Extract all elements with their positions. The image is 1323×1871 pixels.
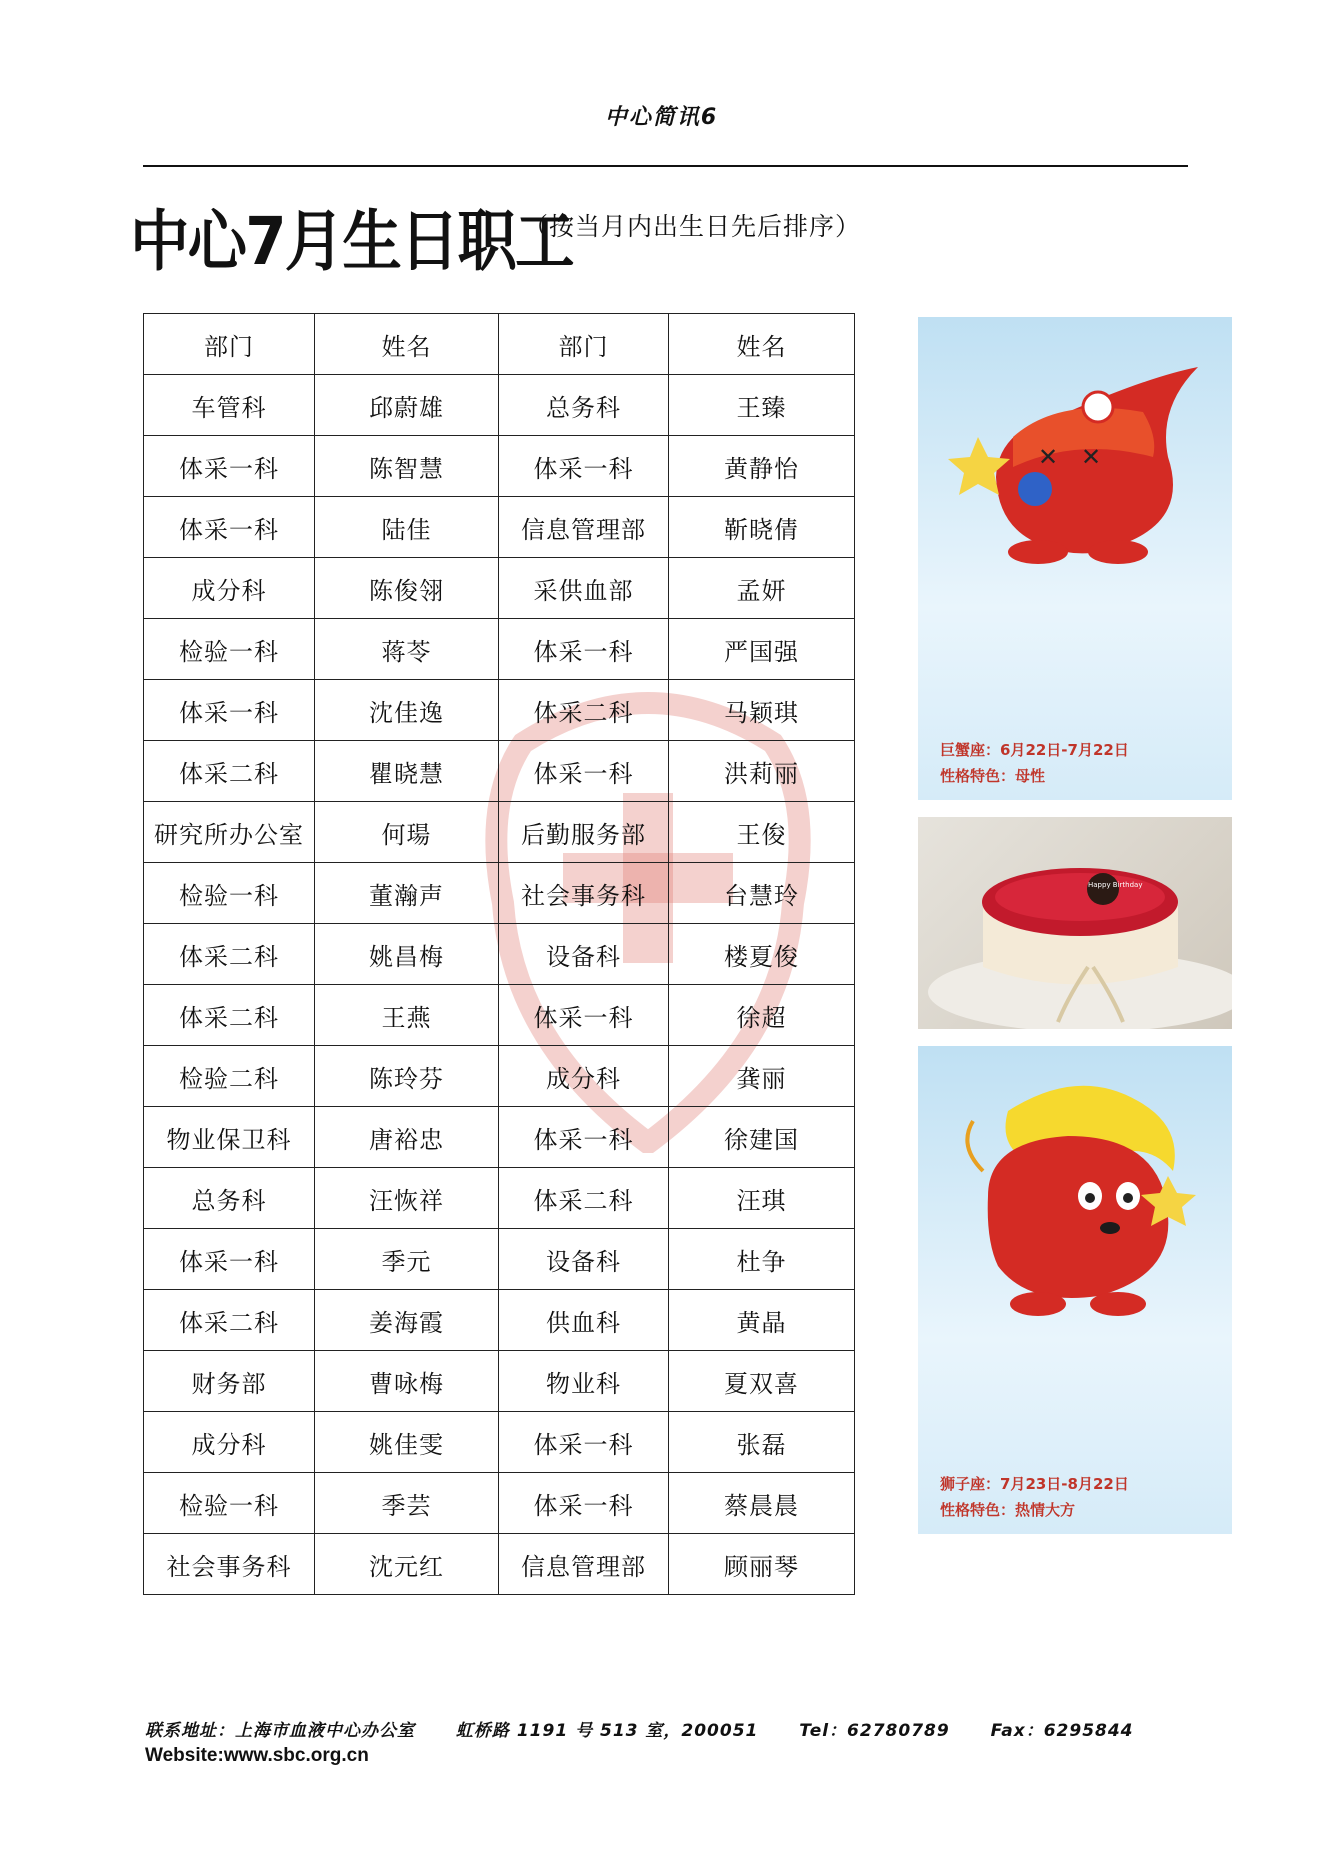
department-cell: 体采二科 [144, 741, 315, 802]
page-subtitle: （按当月内出生日先后排序） [523, 212, 862, 241]
department-cell: 总务科 [144, 1168, 315, 1229]
department-cell: 体采二科 [144, 1290, 315, 1351]
name-cell: 邱蔚雄 [315, 375, 499, 436]
name-cell: 姚昌梅 [315, 924, 499, 985]
name-cell: 台慧玲 [669, 863, 855, 924]
name-cell: 徐超 [669, 985, 855, 1046]
department-cell: 信息管理部 [499, 1534, 669, 1595]
department-cell: 体采一科 [144, 436, 315, 497]
department-cell: 检验一科 [144, 863, 315, 924]
cancer-trait: 性格特色：母性 [940, 767, 1046, 785]
department-cell: 社会事务科 [499, 863, 669, 924]
name-cell: 瞿晓慧 [315, 741, 499, 802]
name-cell: 陈俊翎 [315, 558, 499, 619]
svg-text:✕: ✕ [1081, 443, 1102, 471]
name-cell: 孟妍 [669, 558, 855, 619]
table-row [144, 1412, 855, 1473]
department-cell: 车管科 [144, 375, 315, 436]
name-cell: 陈智慧 [315, 436, 499, 497]
leo-mascot-icon [918, 1046, 1232, 1534]
department-cell: 体采二科 [144, 985, 315, 1046]
footer-fax: Fax：6295844 [990, 1721, 1134, 1741]
name-cell: 楼夏俊 [669, 924, 855, 985]
department-cell: 体采一科 [499, 1412, 669, 1473]
name-cell: 汪琪 [669, 1168, 855, 1229]
table-row [144, 619, 855, 680]
name-cell: 董瀚声 [315, 863, 499, 924]
department-cell: 物业科 [499, 1351, 669, 1412]
name-cell: 杜争 [669, 1229, 855, 1290]
table-row [144, 1107, 855, 1168]
table-row [144, 802, 855, 863]
name-cell: 汪恢祥 [315, 1168, 499, 1229]
name-cell: 龚丽 [669, 1046, 855, 1107]
name-cell: 黄晶 [669, 1290, 855, 1351]
column-header: 姓名 [315, 314, 499, 375]
cake-message: Happy Birthday [1088, 881, 1143, 889]
name-cell: 姜海霞 [315, 1290, 499, 1351]
name-cell: 徐建国 [669, 1107, 855, 1168]
department-cell: 成分科 [144, 558, 315, 619]
department-cell: 体采二科 [499, 680, 669, 741]
department-cell: 研究所办公室 [144, 802, 315, 863]
leo-zodiac-card [918, 1046, 1232, 1534]
cancer-zodiac-card [918, 317, 1232, 800]
table-row [144, 436, 855, 497]
table-row [144, 863, 855, 924]
footer-address: 联系地址：上海市血液中心办公室 [145, 1721, 415, 1741]
name-cell: 马颖琪 [669, 680, 855, 741]
department-cell: 体采一科 [499, 741, 669, 802]
name-cell: 沈元红 [315, 1534, 499, 1595]
cancer-date-range: 巨蟹座：6月22日-7月22日 [940, 741, 1129, 759]
table-row [144, 1229, 855, 1290]
name-cell: 王燕 [315, 985, 499, 1046]
name-cell: 陈玲芬 [315, 1046, 499, 1107]
department-cell: 社会事务科 [144, 1534, 315, 1595]
department-cell: 体采二科 [499, 1168, 669, 1229]
department-cell: 供血科 [499, 1290, 669, 1351]
department-cell: 体采一科 [144, 497, 315, 558]
table-header-row [144, 314, 855, 375]
department-cell: 成分科 [144, 1412, 315, 1473]
department-cell: 体采二科 [144, 924, 315, 985]
footer-street: 虹桥路 1191 号 513 室，200051 [455, 1721, 759, 1741]
table-row [144, 1046, 855, 1107]
name-cell: 陆佳 [315, 497, 499, 558]
department-cell: 设备科 [499, 1229, 669, 1290]
name-cell: 靳晓倩 [669, 497, 855, 558]
column-header: 部门 [144, 314, 315, 375]
table-row [144, 1351, 855, 1412]
name-cell: 沈佳逸 [315, 680, 499, 741]
name-cell: 唐裕忠 [315, 1107, 499, 1168]
department-cell: 体采一科 [499, 1473, 669, 1534]
table-row [144, 985, 855, 1046]
birthday-cake-image [918, 817, 1232, 1029]
name-cell: 夏双喜 [669, 1351, 855, 1412]
cake-icon [918, 817, 1232, 1029]
department-cell: 体采一科 [144, 1229, 315, 1290]
table-row [144, 741, 855, 802]
department-cell: 信息管理部 [499, 497, 669, 558]
department-cell: 体采一科 [499, 436, 669, 497]
column-header: 部门 [499, 314, 669, 375]
name-cell: 何瑒 [315, 802, 499, 863]
birthday-table [143, 313, 855, 1595]
page-title: 中心7月生日职工 [130, 203, 573, 280]
name-cell: 顾丽琴 [669, 1534, 855, 1595]
name-cell: 曹咏梅 [315, 1351, 499, 1412]
name-cell: 蔡晨晨 [669, 1473, 855, 1534]
name-cell: 王臻 [669, 375, 855, 436]
department-cell: 总务科 [499, 375, 669, 436]
table-row [144, 558, 855, 619]
table-row [144, 924, 855, 985]
department-cell: 检验二科 [144, 1046, 315, 1107]
name-cell: 王俊 [669, 802, 855, 863]
column-header: 姓名 [669, 314, 855, 375]
department-cell: 体采一科 [499, 619, 669, 680]
table-row [144, 1534, 855, 1595]
name-cell: 姚佳雯 [315, 1412, 499, 1473]
header-divider [143, 165, 1188, 167]
table-row [144, 497, 855, 558]
department-cell: 设备科 [499, 924, 669, 985]
leo-date-range: 狮子座：7月23日-8月22日 [940, 1475, 1129, 1493]
department-cell: 物业保卫科 [144, 1107, 315, 1168]
name-cell: 蒋苓 [315, 619, 499, 680]
department-cell: 体采一科 [144, 680, 315, 741]
department-cell: 后勤服务部 [499, 802, 669, 863]
cancer-mascot-icon [918, 317, 1232, 800]
table-row [144, 1168, 855, 1229]
leo-trait: 性格特色：热情大方 [940, 1501, 1076, 1519]
footer-tel: Tel：62780789 [799, 1721, 950, 1741]
newsletter-header: 中心简讯6 [604, 105, 719, 130]
name-cell: 季元 [315, 1229, 499, 1290]
department-cell: 检验一科 [144, 1473, 315, 1534]
department-cell: 成分科 [499, 1046, 669, 1107]
name-cell: 洪莉丽 [669, 741, 855, 802]
table-row [144, 680, 855, 741]
footer-website: Website:www.sbc.org.cn [145, 1745, 369, 1766]
name-cell: 严国强 [669, 619, 855, 680]
name-cell: 张磊 [669, 1412, 855, 1473]
table-row [144, 1290, 855, 1351]
department-cell: 体采一科 [499, 985, 669, 1046]
department-cell: 采供血部 [499, 558, 669, 619]
department-cell: 体采一科 [499, 1107, 669, 1168]
table-row [144, 1473, 855, 1534]
department-cell: 财务部 [144, 1351, 315, 1412]
department-cell: 检验一科 [144, 619, 315, 680]
birthday-table-container [143, 313, 854, 1595]
name-cell: 季芸 [315, 1473, 499, 1534]
name-cell: 黄静怡 [669, 436, 855, 497]
footer-contact [145, 1716, 1168, 1741]
table-body [144, 375, 855, 1595]
svg-text:✕: ✕ [1038, 443, 1059, 471]
table-row [144, 375, 855, 436]
